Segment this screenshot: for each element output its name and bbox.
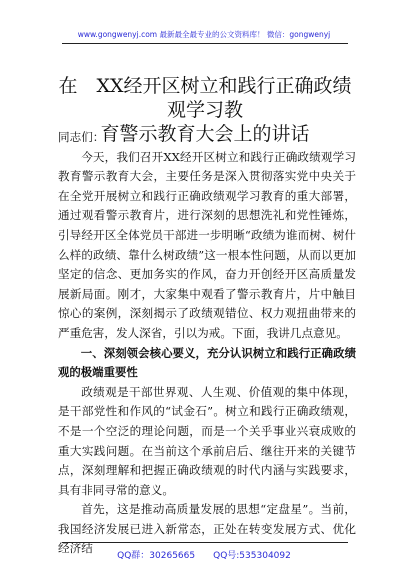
paragraph-2: 政绩观是干部世界观、人生观、价值观的集中体现，是干部党性和作风的“试金石”。树立和践行正确政绩观，不是一个空泛的理论问题，而是一个关乎事业兴衰成败的重大实践问题。在当前这个承前启后、继往开来的关键节点，深刻理解和把握正确政绩观的时代内涵与实践要求，具有非同寻常的意义。 [58, 384, 356, 497]
page-header-banner: www.gongwenyj.com 最新最全最专业的公文资料库！ 微信：gongwenyj [77, 30, 331, 39]
paragraph-3: 首先，这是推动高质量发展的思想“定盘星”。当前，我国经济发展已进入新常态，正处在转变发展方式、优化经济结 [58, 502, 356, 556]
salutation: 同志们： [58, 130, 105, 144]
footer-divider [62, 542, 348, 543]
section-heading-1: 一、深刻领会核心要义，充分认识树立和践行正确政绩观的极端重要性 [58, 345, 356, 380]
header-divider [62, 43, 348, 44]
document-body [58, 128, 356, 559]
footer-qq-number: QQ号:535304092 [213, 551, 291, 561]
paragraph-1: 今天，我们召开XX经开区树立和践行正确政绩观学习教育警示教育大会，主要任务是深入贯彻落实党中央关于在全党开展树立和践行正确政绩观学习教育的重大部署，通过观看警示教育片，进行深刻的思想洗礼和党性锤炼，引导经开区全体党员干部进一步明晰“政绩为谁而树、树什么样的政绩、靠什么树政绩”这一根本性问题，从而以更加坚定的信念、更加务实的作风，奋力开创经开区高质量发展新局面。刚才，大家集中观看了警示教育片，片中触目惊心的案例，深刻揭示了政绩观错位、权力观扭曲带来的严重危害，发人深省，引以为戒。下面，我讲几点意见。 [58, 149, 356, 340]
title-line-1: 在 XX经开区树立和践行正确政绩观学习教 [58, 75, 352, 121]
footer-qq-group: QQ群：30265665 [117, 551, 196, 561]
title-line-2: 育警示教育大会上的讲话 [100, 123, 310, 145]
page-footer [0, 548, 408, 561]
